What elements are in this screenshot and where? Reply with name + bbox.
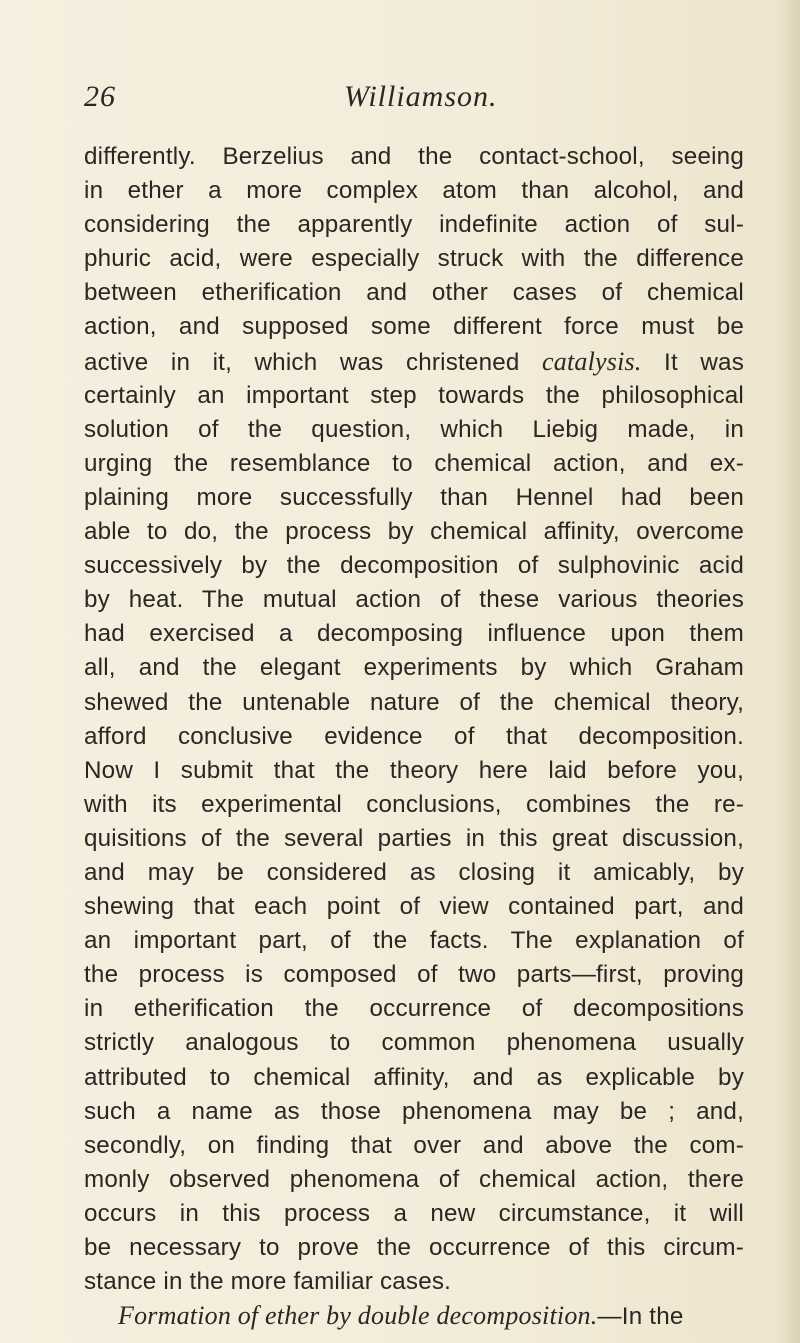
text-line: occurs in this process a new circumstance, it will <box>84 1199 744 1227</box>
text-line: be necessary to prove the occurrence of this circum- <box>84 1234 744 1261</box>
text-line: able to do, the process by chemical affinity, overcome <box>84 518 744 546</box>
text-line: an important part, of the facts. The explanation of <box>84 927 744 955</box>
text-span: active in it, which was christened <box>84 348 520 376</box>
text-line: plaining more successfully than Hennel had been <box>84 483 744 511</box>
text-line: stance in the more familiar cases. <box>84 1268 452 1296</box>
text-line: had exercised a decomposing influence upon them <box>84 620 744 648</box>
section-caption-italic: Formation of ether by double decomposition. <box>118 1301 598 1331</box>
text-line: the process is composed of two parts—first, proving <box>84 961 744 989</box>
text-line: shewed the untenable nature of the chemical theory, <box>84 688 744 716</box>
text-line: strictly analogous to common phenomena usually <box>84 1029 744 1057</box>
text-line: solution of the question, which Liebig made, in <box>84 415 744 443</box>
text-line: differently. Berzelius and the contact-school, seeing <box>84 143 744 170</box>
text-line: quisitions of the several parties in this great discussion, <box>84 824 744 852</box>
text-line: monly observed phenomena of chemical action, there <box>84 1165 744 1193</box>
italic-term: catalysis. <box>542 346 642 376</box>
text-line: by heat. The mutual action of these various theories <box>84 586 744 614</box>
page-edge-shadow <box>778 0 800 1343</box>
running-title: Williamson. <box>344 80 498 113</box>
text-line: secondly, on finding that over and above the com- <box>84 1131 744 1159</box>
text-line: with its experimental conclusions, combines the re- <box>84 790 744 818</box>
section-caption-tail: —In the <box>597 1303 684 1331</box>
text-line: attributed to chemical affinity, and as explicable by <box>84 1063 744 1091</box>
text-line: considering the apparently indefinite action of sul- <box>84 211 744 239</box>
text-line: such a name as those phenomena may be ; and, <box>84 1097 744 1125</box>
text-line: phuric acid, were especially struck with the difference <box>84 245 744 273</box>
section-caption-line <box>84 1299 744 1333</box>
text-line: successively by the decomposition of sulphovinic acid <box>84 552 744 580</box>
text-line: Now I submit that the theory here laid before you, <box>84 756 744 784</box>
text-span: It was <box>664 348 744 376</box>
page-number: 26 <box>84 80 116 113</box>
text-line: and may be considered as closing it amicably, by <box>84 858 744 886</box>
text-line: shewing that each point of view contained part, and <box>84 893 744 921</box>
text-line: in etherification the occurrence of decompositions <box>84 995 744 1023</box>
text-line: in ether a more complex atom than alcohol, and <box>84 177 744 205</box>
text-line: action, and supposed some different force must be <box>84 313 744 341</box>
text-line: between etherification and other cases of chemical <box>84 279 744 307</box>
text-line: certainly an important step towards the philosophical <box>84 381 744 409</box>
text-line-with-italic <box>84 345 744 379</box>
text-line: afford conclusive evidence of that decomposition. <box>84 722 744 750</box>
body-text <box>84 140 744 1333</box>
text-line: all, and the elegant experiments by which Graham <box>84 654 744 682</box>
text-line: urging the resemblance to chemical action, and ex- <box>84 449 744 477</box>
running-head <box>84 80 724 120</box>
